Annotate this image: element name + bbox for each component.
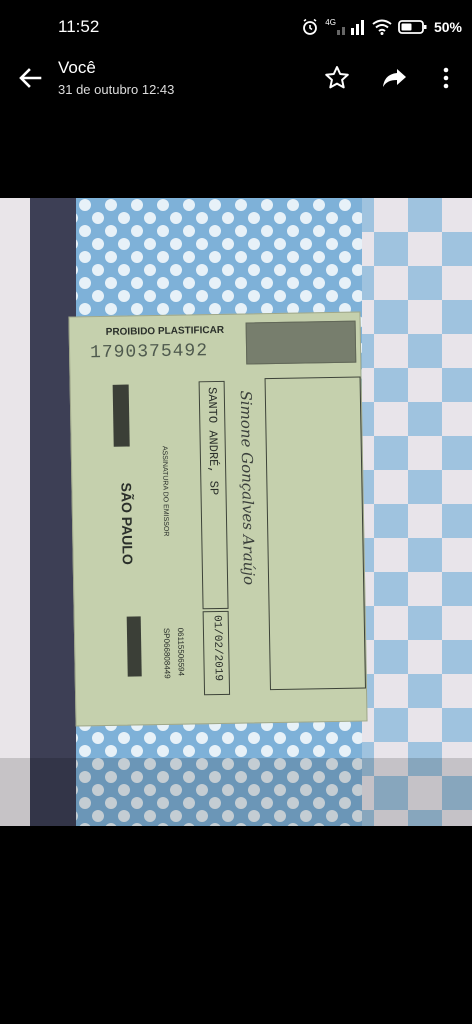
signature-handwriting: Simone Gonçalves Araújo bbox=[236, 390, 259, 586]
document-stamp bbox=[246, 321, 357, 365]
alarm-icon bbox=[301, 18, 319, 36]
message-timestamp: 31 de outubro 12:43 bbox=[58, 82, 175, 97]
document-number: 1790375492 bbox=[89, 341, 209, 364]
code-1: 06115506594 bbox=[175, 627, 186, 677]
photo-box bbox=[265, 376, 366, 690]
right-barcode bbox=[127, 616, 142, 676]
signature-label: ASSINATURA DO EMISSOR bbox=[160, 445, 170, 537]
battery-icon bbox=[398, 19, 428, 35]
date-value: 01/02/2019 bbox=[210, 614, 224, 682]
status-bar bbox=[0, 0, 472, 50]
arrow-back-icon[interactable] bbox=[14, 62, 46, 94]
more-vert-icon[interactable] bbox=[430, 62, 462, 94]
battery-percent: 50% bbox=[433, 19, 462, 35]
app-bar bbox=[0, 50, 472, 110]
state-label: SÃO PAULO bbox=[118, 482, 136, 565]
wifi-icon bbox=[372, 19, 392, 35]
document-card bbox=[68, 311, 367, 726]
photo-viewer[interactable] bbox=[0, 198, 472, 826]
document-header: PROIBIDO PLASTIFICAR bbox=[105, 324, 225, 338]
signal-bars-icon bbox=[336, 19, 366, 35]
code-2: SP066808449 bbox=[161, 627, 172, 679]
left-barcode bbox=[113, 385, 130, 447]
chat-title: Você bbox=[58, 58, 96, 77]
star-icon[interactable] bbox=[321, 62, 353, 94]
share-icon[interactable] bbox=[379, 62, 411, 94]
location-value: SANTO ANDRÉ, SP bbox=[204, 386, 221, 496]
status-icons bbox=[301, 15, 462, 39]
network-type: 4G bbox=[325, 17, 336, 27]
status-time: 11:52 bbox=[58, 17, 100, 36]
